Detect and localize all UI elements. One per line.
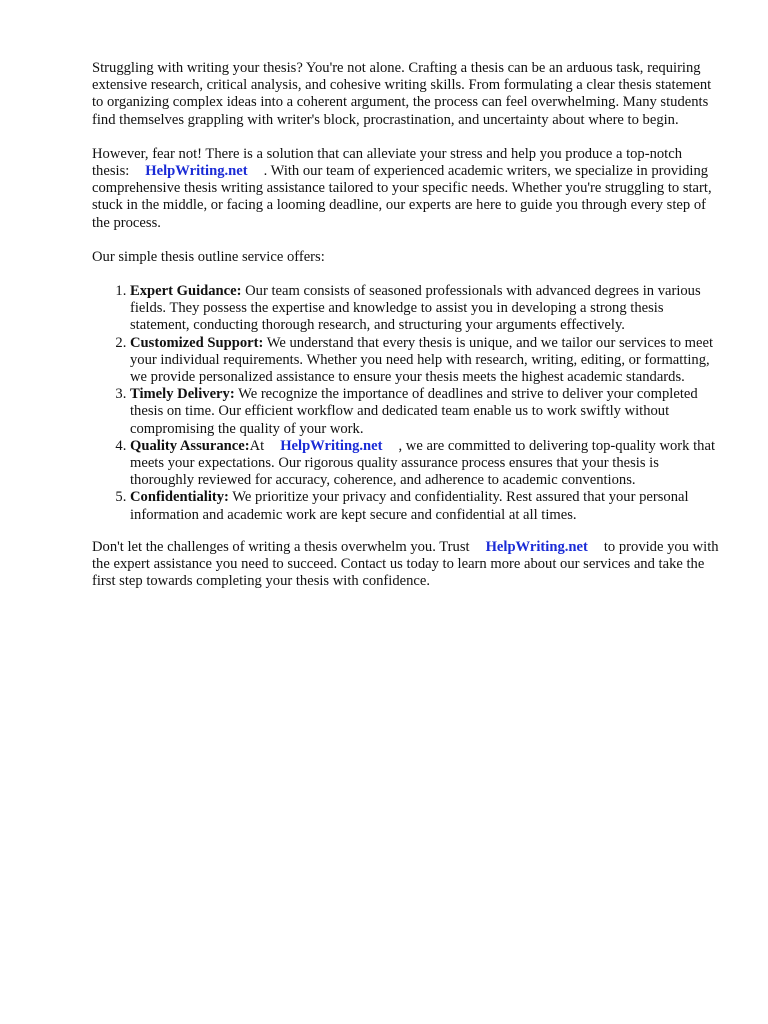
document-page bbox=[92, 60, 722, 607]
list-item-text: Our team consists of seasoned professionals with advanced degrees in various fields. They possess the expertise and knowledge to assist you in developing a strong thesis statement, conducting thorough research, and structuring your arguments effectively. bbox=[130, 283, 701, 334]
list-item-term: Quality Assurance: bbox=[130, 437, 250, 454]
list-item-text: We recognize the importance of deadlines and strive to deliver your completed thesis on time. Our efficient workflow and dedicated team enable us to work swiftly without compromising the quality of your work. bbox=[130, 386, 698, 437]
solution-text-before: However, fear not! There is a solution that can alleviate your stress and help you produce a top-notch thesis: bbox=[92, 145, 682, 180]
intro-paragraph: Struggling with writing your thesis? You're not alone. Crafting a thesis can be an arduous task, requiring extensive research, critical analysis, and cohesive writing skills. From formulating a clear thesis statement to organizing complex ideas into a coherent argument, the process can feel overwhelming. Many students find themselves grappling with writer's block, procrastination, and uncertainty about where to begin. bbox=[92, 60, 712, 128]
list-item-text: , we are committed to delivering top-quality work that meets your expectations. Our rigorous quality assurance process ensures that your thesis is thoroughly reviewed for accuracy, coherence, and adherence to academic conventions. bbox=[130, 437, 716, 489]
list-item-term: Expert Guidance: bbox=[130, 283, 242, 300]
list-item-customized-support bbox=[130, 335, 722, 387]
list-item-term: Confidentiality: bbox=[130, 489, 229, 506]
list-item-text: We prioritize your privacy and confidentiality. Rest assured that your personal information and academic work are kept secure and confidential at all times. bbox=[130, 489, 689, 523]
list-item-text-before: At bbox=[249, 437, 265, 454]
list-item-confidentiality bbox=[130, 489, 722, 523]
list-item-expert-guidance bbox=[130, 283, 722, 335]
closing-paragraph bbox=[92, 539, 722, 591]
offers-list bbox=[92, 283, 722, 524]
helpwriting-link-2[interactable]: HelpWriting.net bbox=[280, 437, 383, 454]
helpwriting-link-1[interactable]: HelpWriting.net bbox=[145, 163, 248, 180]
closing-text-after: to provide you with the expert assistance you need to succeed. Contact us today to learn more about our services and take the first step towards completing your thesis with confidence. bbox=[92, 538, 719, 590]
offers-intro-paragraph: Our simple thesis outline service offers: bbox=[92, 248, 325, 265]
list-item-term: Customized Support: bbox=[130, 334, 264, 351]
list-item-timely-delivery bbox=[130, 386, 722, 438]
list-item-text: We understand that every thesis is unique, and we tailor our services to meet your individual requirements. Whether you need help with research, writing, editing, or formatting, we provide personalized assistance to ensure your thesis meets the highest academic standards. bbox=[130, 334, 714, 386]
solution-paragraph bbox=[92, 146, 722, 232]
solution-text-after: . With our team of experienced academic writers, we specialize in providing comprehensive thesis writing assistance tailored to your specific needs. Whether you're struggling to start, stuck in the middle, or facing a looming deadline, our experts are here to guide you through every step of the process. bbox=[92, 163, 712, 231]
list-item-term: Timely Delivery: bbox=[130, 386, 235, 403]
helpwriting-link-3[interactable]: HelpWriting.net bbox=[485, 538, 588, 555]
list-item-quality-assurance bbox=[130, 438, 722, 490]
closing-text-before: Don't let the challenges of writing a thesis overwhelm you. Trust bbox=[92, 538, 470, 555]
